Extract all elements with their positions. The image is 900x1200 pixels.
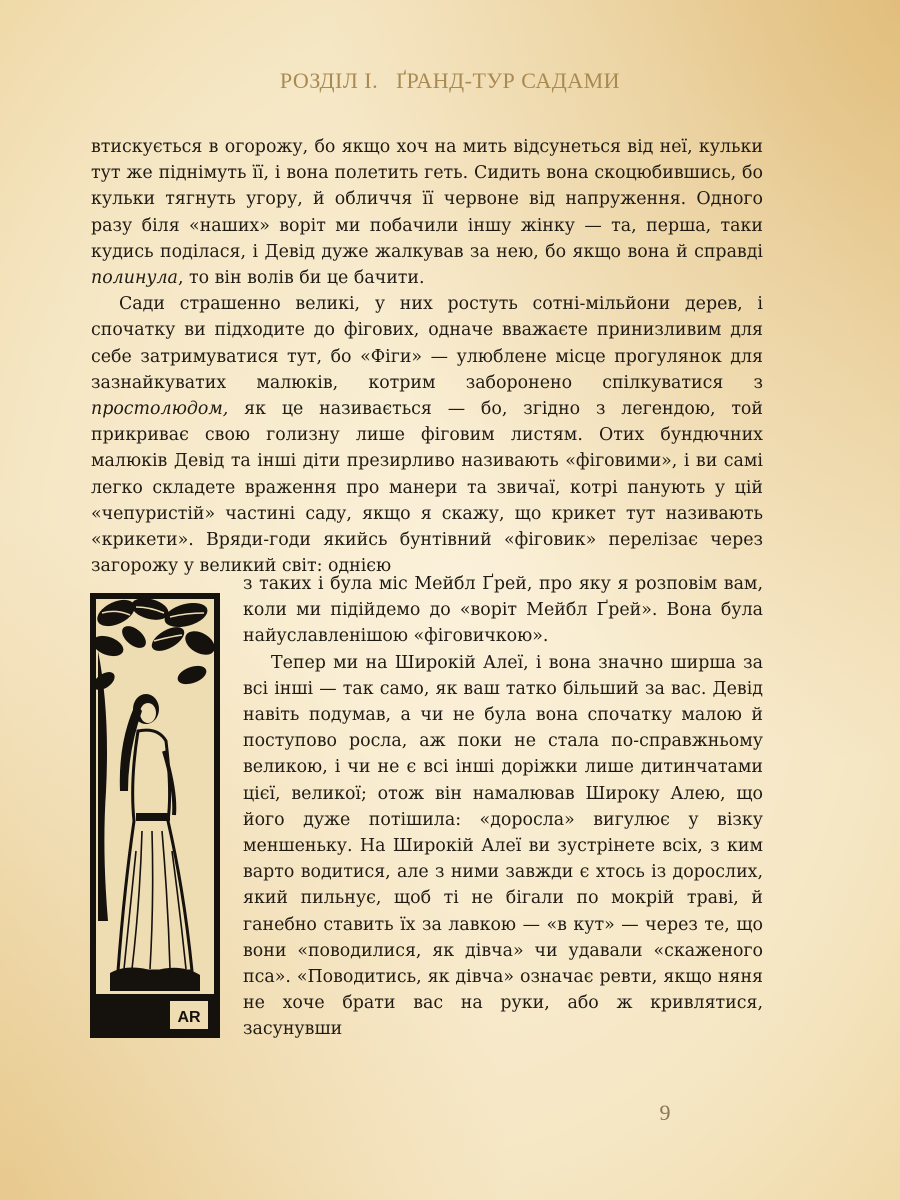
italic-word: полинула bbox=[91, 268, 178, 289]
paragraph-text: як це називається — бо, згідно з легендою, той прикриває свою голизну лише фіговим листям. Отих бундючних малюків Девід та інші діти презирливо називають «фіговими», і ви самі легко складете враження про манери та звичаї, котрі панують у цій «чепуристій» частині саду, якщо я скажу, що крикет тут називають «крикети». Вряди-годи якийсь бунтівний «фіговик» перелізає через загорожу у великий світ: однією bbox=[91, 399, 763, 577]
paragraph: Тепер ми на Широкій Алеї, і вона значно ширша за всі інші — так само, як ваш татко більший за вас. Девід навіть подумав, а чи не була вона спочатку малою й поступово росла, аж поки не стала по-справжньому великою, і чи не є всі інші доріжки лише дитинчатами цієї, великої; отож він намалював Широку Алею, що його дуже потішила: «доросла» вигулює у візку меншеньку. На Широкій Алеї ви зустрінете всіх, з ким варто водитися, але з ними завжди є хтось із дорослих, який пильнує, щоб ті не бігали по мокрій траві, й ганебно ставить їх за лавкою — «в кут» — через те, що вони «поводилися, як дівча» чи удавали «скаженого пса». «Поводитись, як дівча» означає ревти, якщо няня не хоче брати вас на руки, або ж кривлятися, засунувши bbox=[243, 652, 763, 1040]
paragraph-continued: з таких і була міс Мейбл Ґрей, про яку я розповім вам, коли ми підійдемо до «воріт Мейбл Ґрей». Вона була найуславленішою «фіговичкою». bbox=[243, 574, 763, 647]
paragraph-continued bbox=[91, 134, 763, 291]
chapter-number: РОЗДІЛ І. bbox=[279, 68, 379, 93]
paragraph bbox=[91, 291, 763, 579]
running-head bbox=[0, 68, 900, 94]
paragraph-text: Сади страшенно великі, у них ростуть сотні-мільйони дерев, і спочатку ви підходите до фігових, одначе вважаєте принизливим для себе затримуватися тут, бо «Фіги» — улюблене місце прогулянок для зазнайкуватих малюків, котрим заборонено спілкуватися з bbox=[91, 294, 763, 393]
woodcut-illustration bbox=[88, 591, 222, 1040]
text-block-top bbox=[91, 134, 763, 579]
page-number: 9 bbox=[659, 1100, 671, 1125]
paragraph-text: , то він волів би це бачити. bbox=[177, 268, 425, 289]
illustration-monogram: AR bbox=[177, 1009, 201, 1026]
paragraph-text: втискується в огорожу, бо якщо хоч на мить відсунеться від неї, кульки тут же піднімуть її, і вона полетить геть. Сидить вона скоцюбившись, бо кульки тягнуть угору, й обличчя її червоне від напруження. Одного разу біля «наших» воріт ми побачили іншу жінку — та, перша, таки кудись поділася, і Девід дуже жалкував за нею, бо якщо вона й справді bbox=[91, 137, 763, 262]
text-block-wrapped bbox=[243, 571, 763, 1043]
chapter-title: ҐРАНД-ТУР САДАМИ bbox=[396, 68, 621, 93]
italic-word: простолюдом, bbox=[91, 399, 229, 420]
